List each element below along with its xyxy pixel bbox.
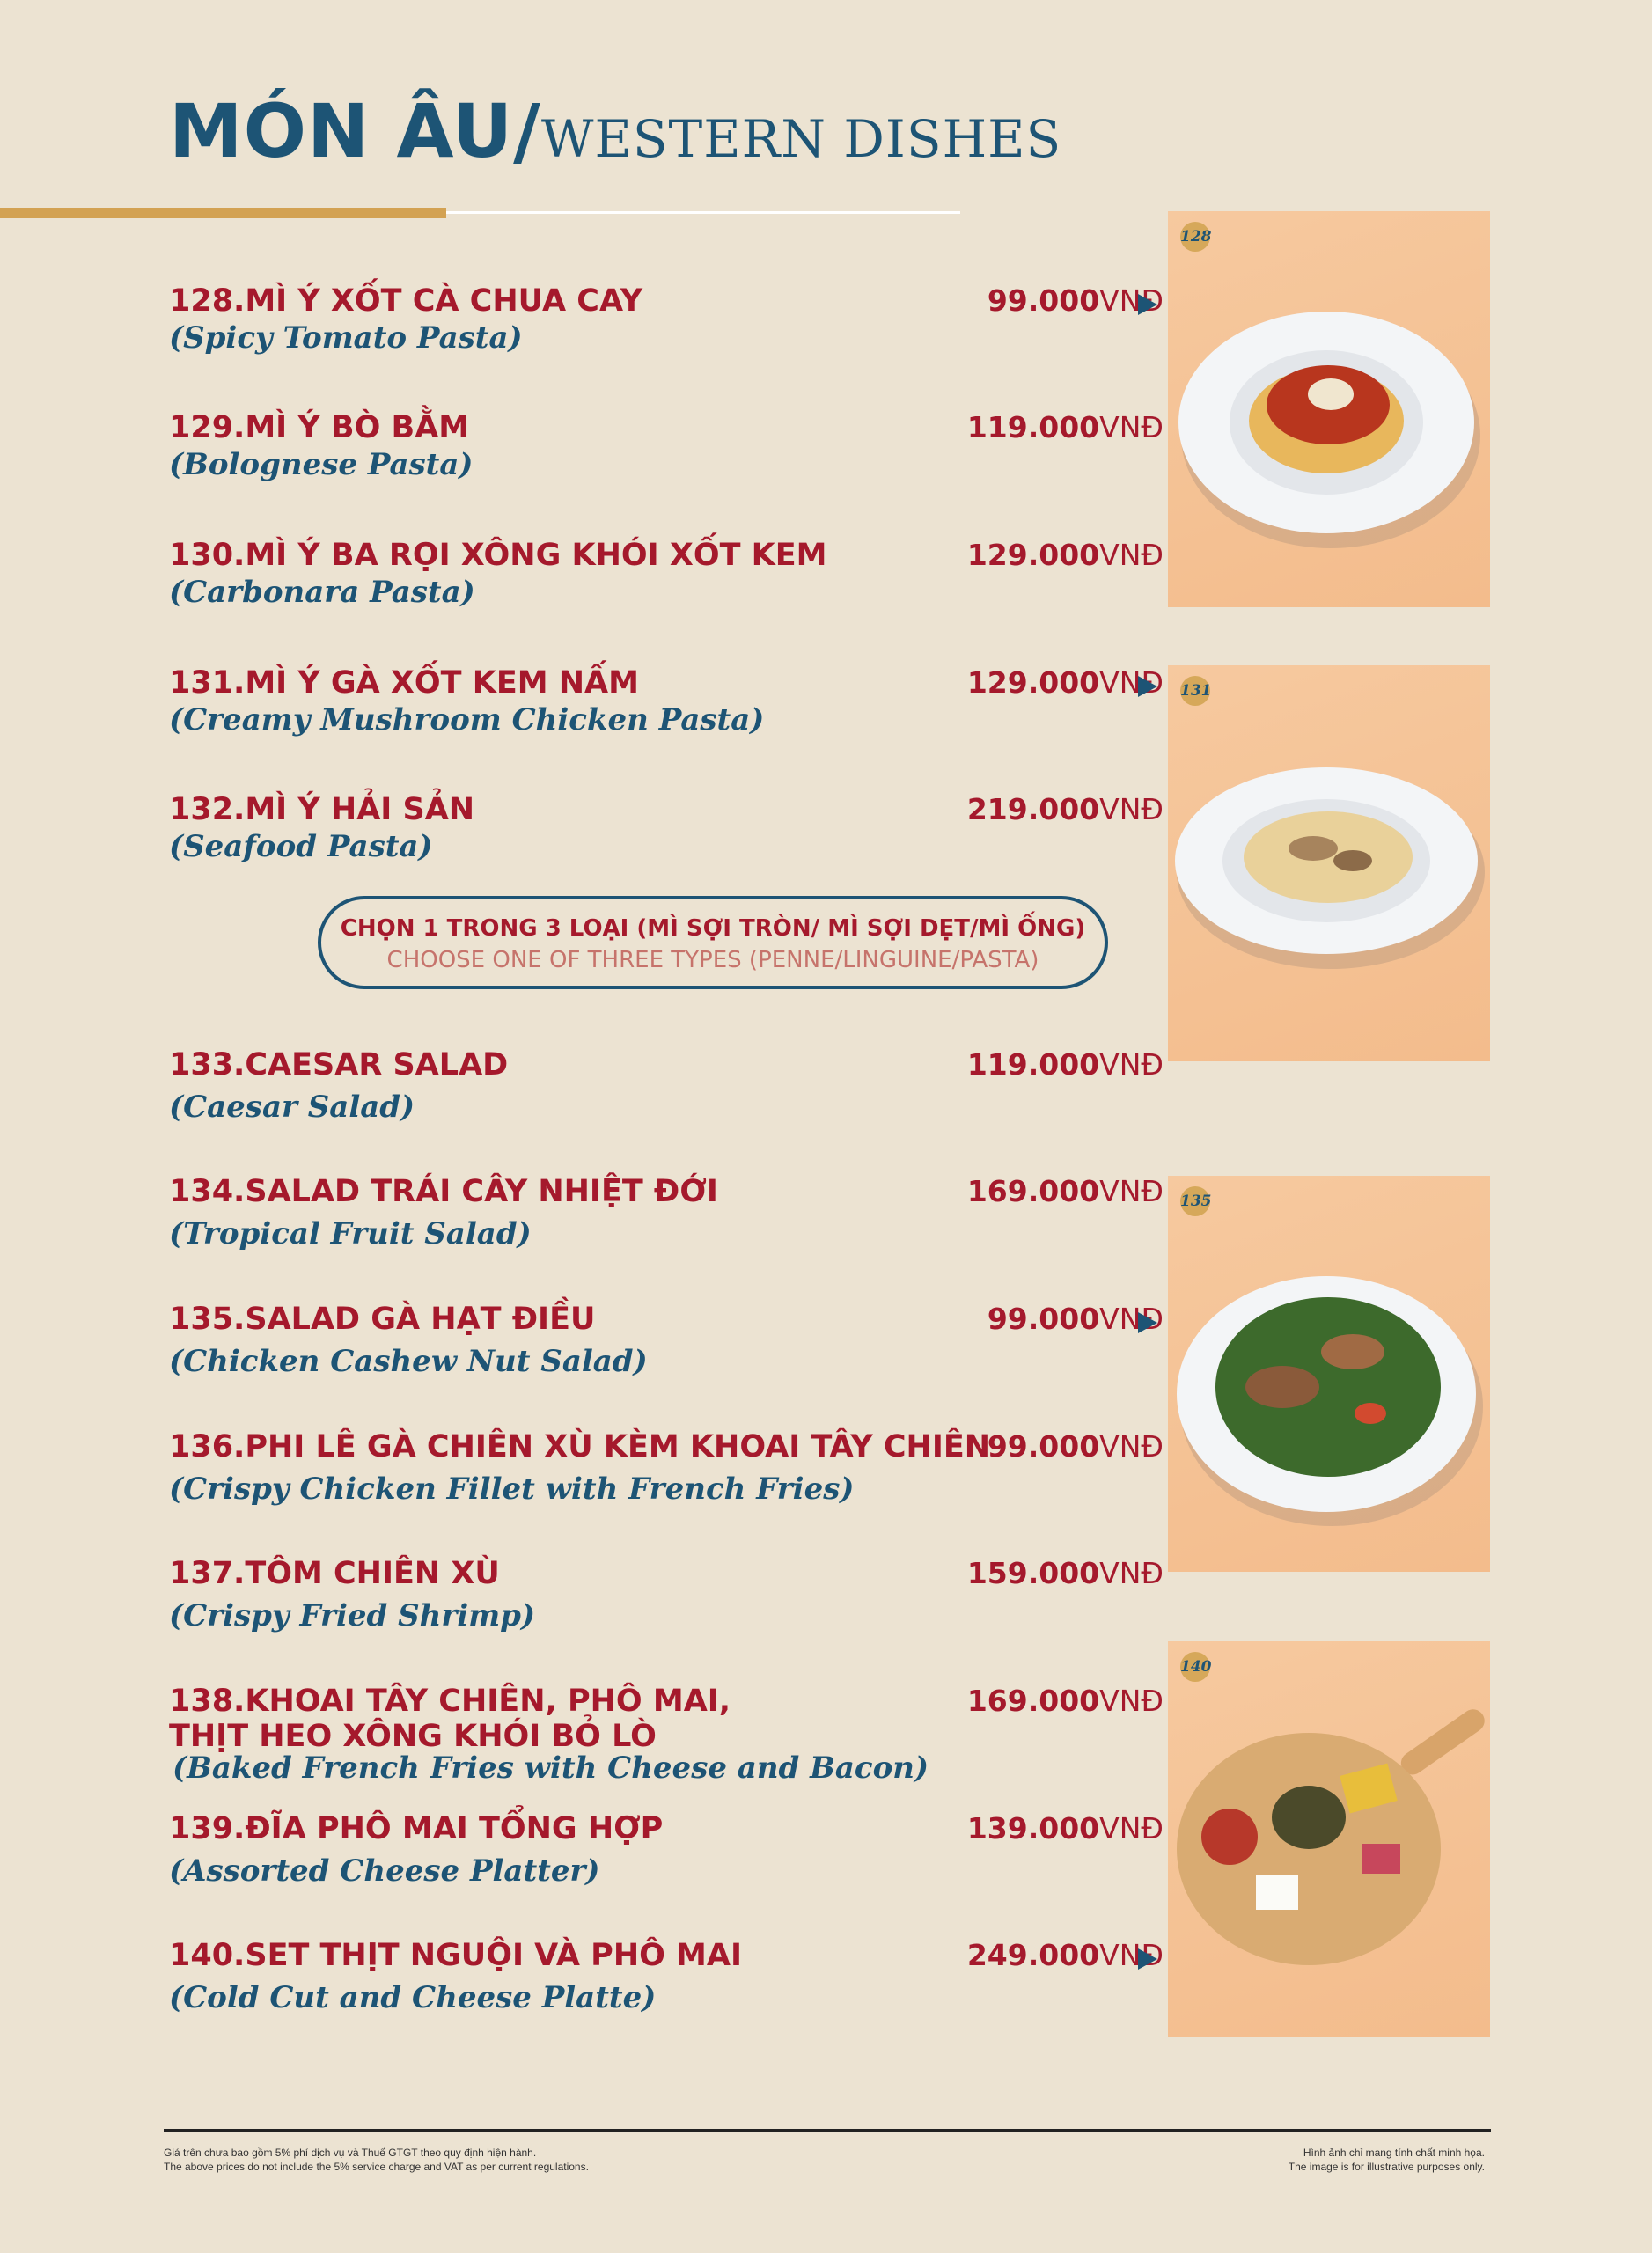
- item-english-name: (Crispy Chicken Fillet with French Fries): [169, 1471, 855, 1507]
- item-price: 129.000VNĐ: [966, 665, 1164, 700]
- item-price: 219.000VNĐ: [966, 792, 1164, 826]
- pasta-plate-illustration: [1168, 211, 1490, 607]
- photo-number-badge: 131: [1180, 676, 1210, 706]
- item-english-name: (Assorted Cheese Platter): [169, 1853, 600, 1889]
- item-english-name: (Baked French Fries with Cheese and Bacon): [173, 1750, 929, 1786]
- item-name: 129.MÌ Ý BÒ BẰM: [169, 410, 470, 445]
- photo-chicken-cashew-nut-salad: [1168, 1176, 1490, 1572]
- pasta-type-notice: [318, 896, 1108, 989]
- footer-disclaimer-en: The image is for illustrative purposes only.: [1288, 2161, 1485, 2173]
- item-english-name: (Cold Cut and Cheese Platte): [169, 1980, 657, 2015]
- item-english-name: (Caesar Salad): [169, 1090, 415, 1125]
- footer-note-en: The above prices do not include the 5% service charge and VAT as per current regulations.: [164, 2161, 589, 2173]
- item-name: 140.SET THỊT NGUỘI VÀ PHÔ MAI: [169, 1938, 742, 1973]
- item-english-name: (Carbonara Pasta): [169, 575, 475, 610]
- photo-pointer-arrow-icon: [1138, 1312, 1157, 1333]
- item-price: 169.000VNĐ: [966, 1684, 1164, 1718]
- photo-spicy-tomato-pasta: [1168, 211, 1490, 607]
- photo-number-badge: 140: [1180, 1652, 1210, 1682]
- gold-divider: [0, 208, 446, 218]
- footer-disclaimer-vn: Hình ảnh chỉ mang tính chất minh họa.: [1303, 2147, 1485, 2159]
- notice-vietnamese: CHỌN 1 TRONG 3 LOẠI (MÌ SỢI TRÒN/ MÌ SỢI DẸT/MÌ ỐNG): [340, 915, 1086, 942]
- footer-note-vn: Giá trên chưa bao gồm 5% phí dịch vụ và Thuế GTGT theo quy định hiện hành.: [164, 2147, 537, 2159]
- item-name: 134.SALAD TRÁI CÂY NHIỆT ĐỚI: [169, 1174, 718, 1209]
- photo-number-badge: 128: [1180, 222, 1210, 252]
- item-name: 133.CAESAR SALAD: [169, 1047, 509, 1082]
- photo-pointer-arrow-icon: [1138, 1948, 1157, 1970]
- item-english-name: (Chicken Cashew Nut Salad): [169, 1344, 648, 1379]
- photo-pointer-arrow-icon: [1138, 676, 1157, 697]
- item-name: 136.PHI LÊ GÀ CHIÊN XÙ KÈM KHOAI TÂY CHIÊN: [169, 1429, 991, 1464]
- item-name: 138.KHOAI TÂY CHIÊN, PHÔ MAI,: [169, 1684, 731, 1719]
- salad-plate-illustration: [1168, 1176, 1490, 1572]
- item-price: 129.000VNĐ: [966, 538, 1164, 572]
- item-name: 130.MÌ Ý BA RỌI XÔNG KHÓI XỐT KEM: [169, 538, 827, 573]
- notice-english: CHOOSE ONE OF THREE TYPES (PENNE/LINGUINE/PASTA): [386, 947, 1039, 973]
- item-name-line-2: THỊT HEO XÔNG KHÓI BỎ LÒ: [169, 1719, 657, 1754]
- item-price: 99.000VNĐ: [987, 1302, 1164, 1336]
- white-divider: [446, 211, 960, 214]
- item-price: 169.000VNĐ: [966, 1174, 1164, 1208]
- title-vietnamese: MÓN ÂU/: [169, 88, 541, 174]
- item-price: 99.000VNĐ: [987, 1429, 1164, 1464]
- item-english-name: (Crispy Fried Shrimp): [169, 1598, 536, 1633]
- photo-cold-cut-and-cheese-platter: [1168, 1641, 1490, 2037]
- footer-divider: [164, 2129, 1491, 2132]
- platter-illustration: [1168, 1641, 1490, 2037]
- item-english-name: (Bolognese Pasta): [169, 447, 474, 482]
- item-english-name: (Tropical Fruit Salad): [169, 1216, 532, 1251]
- item-price: 119.000VNĐ: [966, 410, 1164, 444]
- item-price: 139.000VNĐ: [966, 1811, 1164, 1846]
- item-price: 249.000VNĐ: [966, 1938, 1164, 1972]
- item-english-name: (Spicy Tomato Pasta): [169, 320, 523, 356]
- title-english: WESTERN DISHES: [540, 109, 1062, 169]
- item-name: 131.MÌ Ý GÀ XỐT KEM NẤM: [169, 665, 639, 701]
- item-price: 119.000VNĐ: [966, 1047, 1164, 1082]
- photo-creamy-mushroom-chicken-pasta: [1168, 665, 1490, 1061]
- item-price: 159.000VNĐ: [966, 1556, 1164, 1590]
- page-title: [169, 88, 1061, 174]
- pasta-plate-illustration: [1168, 665, 1490, 1061]
- item-name: 135.SALAD GÀ HẠT ĐIỀU: [169, 1302, 596, 1337]
- item-name: 132.MÌ Ý HẢI SẢN: [169, 792, 475, 827]
- item-name: 137.TÔM CHIÊN XÙ: [169, 1556, 500, 1591]
- photo-number-badge: 135: [1180, 1186, 1210, 1216]
- item-price: 99.000VNĐ: [987, 283, 1164, 318]
- item-name: 128.MÌ Ý XỐT CÀ CHUA CAY: [169, 283, 643, 319]
- photo-pointer-arrow-icon: [1138, 294, 1157, 315]
- item-english-name: (Seafood Pasta): [169, 829, 433, 864]
- item-name: 139.ĐĨA PHÔ MAI TỔNG HỢP: [169, 1811, 664, 1846]
- item-english-name: (Creamy Mushroom Chicken Pasta): [169, 702, 765, 738]
